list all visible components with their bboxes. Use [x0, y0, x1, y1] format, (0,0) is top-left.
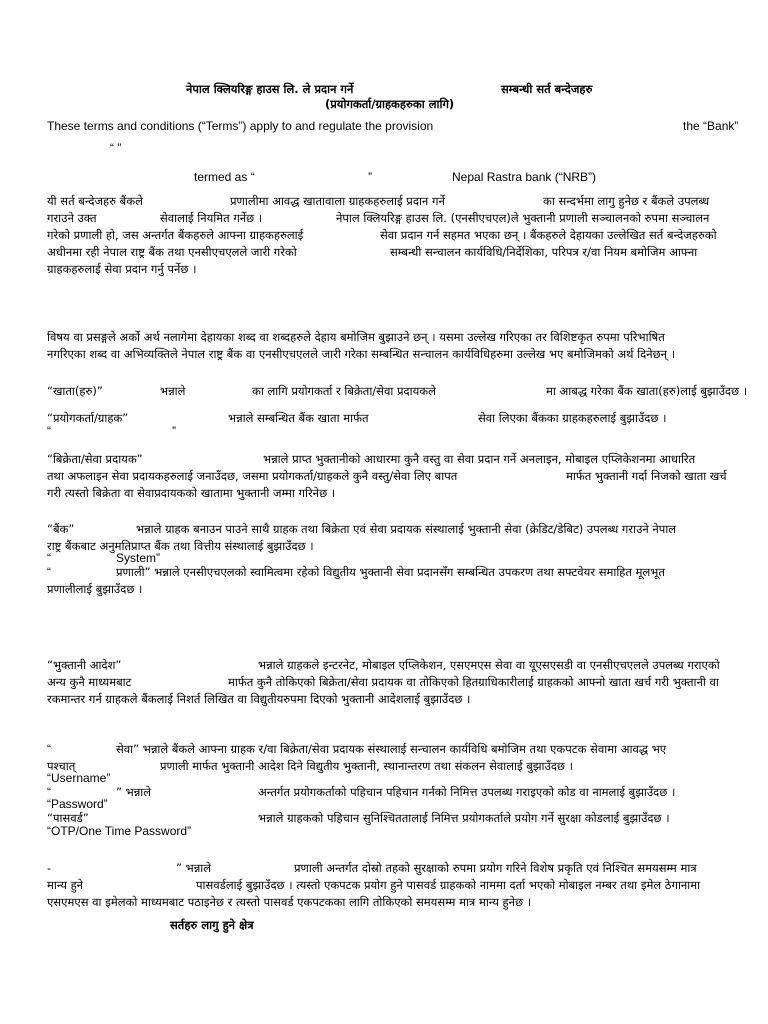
- intro-line3-right: Nepal Rastra bank (“NRB”): [452, 170, 597, 184]
- def-user-term: “प्रयोगकर्ता/ग्राहक”: [47, 411, 129, 425]
- def-system-quote-en: “: [47, 551, 51, 565]
- def-vendor-term: “बिक्रेता/सेवा प्रदायक”: [47, 452, 143, 466]
- def-vendor-line2a: तथा अफलाइन सेवा प्रदायकहरुलाई जनाउँदछ, जसमा प्रयोगकर्ता/ग्राहकले कुनै वस्तु/सेवा लिए बापत: [47, 469, 458, 483]
- intro-line3-left: termed as “: [194, 170, 255, 184]
- title-left: नेपाल क्लियरिङ्ग हाउस लि. ले प्रदान गर्ने: [186, 82, 354, 96]
- def-otp-line2a: मान्य हुने: [47, 878, 84, 892]
- def-system-label-en: System”: [116, 551, 161, 565]
- def-password-label: “Password”: [47, 797, 108, 811]
- section-heading: सर्तहरु लागु हुने क्षेत्र: [170, 918, 254, 932]
- def-accounts-text1: का लागि प्रयोगकर्ता र बिक्रेता/सेवा प्रदायकले: [252, 384, 436, 398]
- def-order-line2b: मार्फत कुनै तोकिएको बिक्रेता/सेवा प्रदायक वा तोकिएको हितग्राधिकारीलाई ग्राहकको आफ्नो खाता खर्च गरी भुक्तानी वा: [228, 675, 719, 689]
- subtitle: (प्रयोगकर्ता/ग्राहकहरुका लागि): [325, 97, 455, 111]
- def-vendor-text1: भन्नाले प्राप्त भुक्तानीको आधारमा कुनै वस्तु वा सेवा प्रदान गर्ने अनलाइन, मोबाइल एप्लिकेशनमा आधारित: [263, 452, 696, 466]
- def-accounts-label: भन्नाले: [160, 384, 186, 398]
- def-bank-term: “बैंक”: [47, 522, 75, 536]
- def-username-quote: “: [47, 785, 51, 799]
- para1-line1a: यी सर्त बन्देजहरु बैंकले: [47, 194, 143, 208]
- def-user-text1: भन्नाले सम्बन्धित बैंक खाता मार्फत: [228, 411, 369, 425]
- def-username-text1: ” भन्नाले: [116, 785, 152, 799]
- def-order-term: “भुक्तानी आदेश”: [47, 658, 122, 672]
- def-otp-text2: प्रणाली अन्तर्गत दोस्रो तहको सुरक्षाको रुपमा प्रयोग गरिने विशेष प्रकृति एवं निश्चित समयसम्म मात्र: [294, 861, 697, 875]
- def-otp-text1: ” भन्नाले: [176, 861, 212, 875]
- para1-line2a: गराउने उक्त: [47, 211, 97, 225]
- para2-line1: विषय वा प्रसङ्गले अर्को अर्थ नलागेमा देहायका शब्द वा शब्दहरुले देहाय बमोजिम बुझाउने छन् । यसमा उल्लेख गरिएका तर विशिष्टकृत रुपमा परिभाषित: [47, 330, 665, 344]
- para1-line4b: सम्बन्धी सन्चालन कार्यविधि/निर्देशिका, परिपत्र र/वा नियम बमोजिम आफ्ना: [390, 245, 698, 259]
- para1-line2b: सेवालाई नियमित गर्नेछ ।: [160, 211, 263, 225]
- def-user-text2: सेवा लिएका बैंकका ग्राहकहरुलाई बुझाउँदछ ।: [478, 411, 667, 425]
- para1-line4a: अधीनमा रही नेपाल राष्ट्र बैंक तथा एनसीएचएलले जारी गरेको: [47, 245, 297, 259]
- def-bank-line2: राष्ट्र बैंकबाट अनुमतिप्राप्त बैंक तथा वित्तीय संस्थालाई बुझाउँदछ ।: [47, 539, 314, 553]
- def-otp-line3: एसएमएस वा इमेलको माध्यमबाट पठाइनेछ र त्यस्तो पासवर्ड एकपटकका लागि तोकिएको समयसम्म मात्र मान्य हुनेछ ।: [47, 895, 532, 909]
- def-service-quote: “: [47, 742, 51, 756]
- para1-line3b: सेवा प्रदान गर्न सहमत भएका छन् । बैंकहरुले देहायका उल्लेखित सर्त बन्देजहरुको: [380, 228, 717, 242]
- intro-line3-mid: ”: [368, 170, 372, 184]
- para1-line1c: का सन्दर्भमा लागु हुनेछ र बैंकले उपलब्ध: [543, 194, 710, 208]
- def-user-quote-open: “: [47, 424, 51, 438]
- def-order-text1: भन्नाले ग्राहकले इन्टरनेट, मोबाइल एप्लिकेशन, एसएमएस सेवा वा यूएसएसडी वा एनसीएचएलले उपलब्ध गराएको: [258, 658, 720, 672]
- para1-line2c: नेपाल क्लियरिङ्ग हाउस लि. (एनसीएचएल)ले भुक्तानी प्रणाली सञ्चालनको रुपमा सञ्चालन: [336, 211, 710, 225]
- def-otp-dash: -: [47, 861, 51, 875]
- def-system-text1: प्रणाली” भन्नाले एनसीएचएलको स्वामित्वमा रहेको विद्युतीय भुक्तानी सेवा प्रदानसँग सम्बन्धित उपकरण तथा सफ्टवेयर समाहित मूलभूत: [116, 565, 665, 579]
- def-password-text1: भन्नाले ग्राहकको पहिचान सुनिश्चिततालाई निमित्त प्रयोगकर्ताले प्रयोग गर्ने सुरक्षा कोडलाई बुझाउँदछ ।: [258, 811, 670, 825]
- def-accounts-text2: मा आबद्ध गरेका बैंक खाता(हरु)लाई बुझाउँदछ ।: [546, 384, 748, 398]
- para1-line1b: प्रणालीमा आवद्ध खातावाला ग्राहकहरुलाई प्रदान गर्ने: [230, 194, 445, 208]
- def-vendor-line2b: मार्फत भुक्तानी गर्दा निजको खाता खर्च: [566, 469, 727, 483]
- intro-line1-left: These terms and conditions (“Terms”) apply to and regulate the provision: [47, 119, 434, 133]
- para2-line2: नगरिएका शब्द वा अभिव्यक्तिले नेपाल राष्ट्र बैंक वा एनसीएचएलले जारी गरेका सम्बन्धित सन्चालन कार्यविधिहरुमा उल्लेख भए बमोजिमको अर्थ दिनेछन् ।: [47, 347, 676, 361]
- para1-line3a: गरेको प्रणाली हो, जस अन्तर्गत बैंकहरुले आफ्ना ग्राहकहरुलाई: [47, 228, 304, 242]
- def-system-quote: “: [47, 565, 51, 579]
- def-bank-text1: भन्नाले ग्राहक बनाउन पाउने साथै ग्राहक तथा बिक्रेता एवं सेवा प्रदायक संस्थालाई भुक्तानी सेवा (क्रेडिट/डेबिट) उपलब्ध गराउने नेपाल: [136, 522, 677, 536]
- def-service-line2b: प्रणाली मार्फत भुक्तानी आदेश दिने विद्युतीय भुक्तानी, स्थानान्तरण तथा संकलन सेवालाई बुझाउँदछ ।: [160, 759, 574, 773]
- intro-line2-quotes: “ ”: [110, 141, 122, 155]
- def-otp-line2b: पासवर्डलाई बुझाउँदछ । त्यस्तो एकपटक प्रयोग हुने पासवर्ड ग्राहकको नाममा दर्ता भएको मोबाइल नम्बर तथा इमेल ठेगानामा: [196, 878, 701, 892]
- para1-line5: ग्राहकहरुलाई सेवा प्रदान गर्नु पर्नेछ ।: [47, 262, 197, 276]
- intro-line1-right: the “Bank”: [683, 119, 739, 133]
- title-right: सम्बन्धी सर्त बन्देजहरु: [501, 82, 593, 96]
- def-vendor-line3: गरी त्यस्तो बिक्रेता वा सेवाप्रदायकको खातामा भुक्तानी जम्मा गरिनेछ ।: [47, 486, 336, 500]
- def-service-line2a: पश्चात्: [47, 759, 76, 773]
- def-user-quote-close: ”: [172, 424, 176, 438]
- def-username-label: “Username”: [47, 771, 111, 785]
- def-accounts-term: “खाता(हरु)”: [47, 384, 103, 398]
- def-password-term: “पासवर्ड”: [47, 811, 89, 825]
- def-service-text1: सेवा” भन्नाले बैंकले आफ्ना ग्राहक र/वा बिक्रेता/सेवा प्रदायक संस्थालाई सन्चालन कार्यविधि बमोजिम तथा एकपटक सेवामा आवद्ध भए: [116, 742, 667, 756]
- def-otp-label: “OTP/One Time Password”: [47, 824, 192, 838]
- def-order-line2a: अन्य कुनै माध्यमबाट: [47, 675, 132, 689]
- def-system-line2: प्रणालीलाई बुझाउँदछ ।: [47, 582, 143, 596]
- def-order-line3: रकमान्तर गर्न ग्राहकले बैंकलाई निशर्त लिखित वा विद्युतीयरुपमा दिएको भुक्तानी आदेशलाई बुझाउँदछ ।: [47, 692, 471, 706]
- def-username-text2: अन्तर्गत प्रयोगकर्ताको पहिचान पहिचान गर्नको निमित्त उपलब्ध गराइएको कोड वा नामलाई बुझाउँदछ ।: [258, 785, 676, 799]
